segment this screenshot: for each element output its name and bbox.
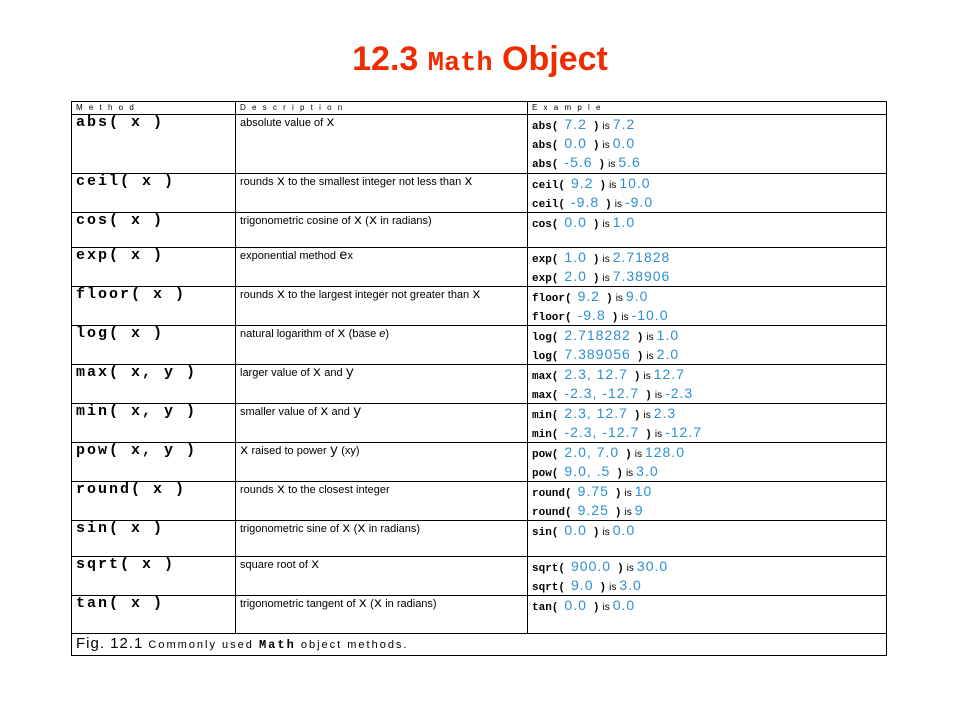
example-argument: 9.0, .5 — [564, 463, 611, 479]
example-function: sqrt( — [532, 582, 566, 594]
example-line — [532, 521, 886, 540]
header-method: M e t h o d — [72, 102, 236, 115]
example-line — [532, 213, 886, 232]
example-result: 128.0 — [644, 444, 685, 460]
method-description — [236, 596, 528, 634]
example-close-paren: ) — [645, 390, 652, 402]
example-function: abs( — [532, 140, 559, 152]
example-is: is — [621, 312, 629, 323]
method-description — [236, 404, 528, 443]
example-function: min( — [532, 410, 559, 422]
method-description — [236, 443, 528, 482]
example-line — [532, 462, 886, 481]
example-line — [532, 423, 886, 442]
example-close-paren: ) — [636, 332, 644, 344]
method-examples — [528, 404, 887, 443]
table-row — [72, 287, 887, 326]
figure-caption — [72, 634, 887, 656]
description-text: trigonometric tangent of — [240, 598, 359, 610]
method-examples — [528, 248, 887, 287]
example-argument: 2.718282 — [564, 327, 631, 343]
description-text: to the largest integer not greater than — [285, 289, 473, 301]
example-line — [532, 174, 886, 193]
table-row — [72, 365, 887, 404]
example-line — [532, 384, 886, 403]
example-result: 0.0 — [612, 597, 636, 613]
caption-row — [72, 634, 887, 656]
example-result: -9.0 — [624, 194, 654, 210]
example-argument: 2.0 — [564, 268, 587, 284]
example-argument: -2.3, -12.7 — [564, 385, 640, 401]
example-line — [532, 404, 886, 423]
method-examples — [528, 521, 887, 557]
example-argument: 9.0 — [571, 577, 594, 593]
variable-symbol: x — [276, 287, 286, 303]
header-description: D e s c r i p t i o n — [236, 102, 528, 115]
example-is: is — [654, 429, 663, 440]
example-function: abs( — [532, 159, 559, 171]
method-description — [236, 248, 528, 287]
example-result: 9 — [634, 502, 644, 518]
example-argument: 900.0 — [571, 558, 612, 574]
example-line — [532, 482, 886, 501]
example-result: 10.0 — [619, 175, 651, 191]
example-is: is — [626, 563, 634, 574]
method-examples — [528, 482, 887, 521]
table-row — [72, 174, 887, 213]
example-close-paren: ) — [592, 219, 600, 231]
method-name: sqrt( x ) — [72, 557, 236, 596]
example-function: log( — [532, 332, 559, 344]
method-name: abs( x ) — [72, 115, 236, 174]
example-close-paren: ) — [645, 429, 652, 441]
caption-keyword: Math — [258, 638, 296, 652]
variable-symbol: x — [357, 521, 366, 537]
table-row — [72, 443, 887, 482]
example-function: min( — [532, 429, 559, 441]
example-argument: 7.389056 — [564, 346, 631, 362]
example-result: 5.6 — [618, 154, 641, 170]
example-line — [532, 326, 886, 345]
example-line — [532, 153, 886, 172]
description-text: smaller value of — [240, 406, 321, 418]
example-line — [532, 596, 886, 615]
variable-symbol: y — [345, 365, 355, 381]
description-text: ( — [367, 598, 374, 610]
example-function: ceil( — [532, 199, 566, 211]
example-argument: -5.6 — [564, 154, 593, 170]
example-result: 7.38906 — [612, 268, 671, 284]
method-examples — [528, 326, 887, 365]
table-row — [72, 557, 887, 596]
example-is: is — [602, 140, 610, 151]
description-text: rounds — [240, 289, 277, 301]
table-row — [72, 596, 887, 634]
example-is: is — [609, 582, 617, 593]
example-argument: 9.2 — [577, 288, 601, 304]
example-close-paren: ) — [616, 468, 623, 480]
table-row — [72, 248, 887, 287]
description-text: and — [328, 406, 353, 418]
description-text: trigonometric sine of — [240, 523, 343, 535]
example-is: is — [615, 293, 623, 304]
description-text: in radians) — [377, 215, 432, 227]
example-function: round( — [532, 488, 572, 500]
method-description — [236, 326, 528, 365]
variable-symbol: x — [337, 326, 346, 342]
variable-symbol: x — [358, 596, 368, 612]
example-is: is — [602, 602, 610, 613]
example-is: is — [643, 410, 651, 421]
example-line — [532, 501, 886, 520]
description-text: (xy) — [338, 445, 360, 457]
title-prefix: 12.3 — [352, 40, 419, 78]
example-close-paren: ) — [592, 602, 600, 614]
example-close-paren: ) — [611, 312, 619, 324]
description-text: rounds — [240, 176, 277, 188]
example-close-paren: ) — [633, 371, 641, 383]
example-close-paren: ) — [605, 199, 612, 211]
example-close-paren: ) — [636, 351, 644, 363]
method-name: ceil( x ) — [72, 174, 236, 213]
example-result: 0.0 — [612, 135, 636, 151]
example-function: tan( — [532, 602, 559, 614]
example-argument: 0.0 — [564, 135, 587, 151]
example-function: max( — [532, 371, 559, 383]
method-examples — [528, 174, 887, 213]
method-examples — [528, 213, 887, 248]
example-is: is — [602, 254, 610, 265]
example-close-paren: ) — [592, 527, 600, 539]
example-result: 12.7 — [653, 366, 685, 382]
method-name: pow( x, y ) — [72, 443, 236, 482]
example-argument: 0.0 — [564, 214, 587, 230]
variable-symbol: x — [240, 443, 249, 459]
description-text: raised to power — [248, 445, 330, 457]
example-is: is — [609, 180, 617, 191]
description-text: rounds — [240, 484, 277, 496]
example-function: ceil( — [532, 180, 566, 192]
method-description — [236, 365, 528, 404]
example-result: -10.0 — [631, 307, 669, 323]
example-close-paren: ) — [614, 507, 622, 519]
method-name: max( x, y ) — [72, 365, 236, 404]
example-line — [532, 365, 886, 384]
example-line — [532, 306, 886, 325]
description-text: in radians) — [382, 598, 437, 610]
example-argument: -2.3, -12.7 — [564, 424, 640, 440]
example-close-paren: ) — [606, 293, 613, 305]
example-argument: 0.0 — [564, 522, 587, 538]
example-result: 30.0 — [636, 558, 669, 574]
description-text: trigonometric cosine of — [240, 215, 354, 227]
method-examples — [528, 115, 887, 174]
example-result: -2.3 — [665, 385, 694, 401]
example-is: is — [634, 449, 642, 460]
example-result: 1.0 — [656, 327, 680, 343]
variable-symbol: x — [472, 287, 481, 303]
description-text: larger value of — [240, 367, 313, 379]
example-function: exp( — [532, 254, 559, 266]
variable-symbol: x — [353, 213, 363, 229]
variable-symbol: x — [373, 596, 383, 612]
method-description — [236, 287, 528, 326]
example-result: 7.2 — [612, 116, 636, 132]
title-suffix: Object — [502, 40, 608, 78]
method-description — [236, 521, 528, 557]
method-name: min( x, y ) — [72, 404, 236, 443]
description-text: x — [347, 250, 353, 262]
method-name: floor( x ) — [72, 287, 236, 326]
example-result: 3.0 — [619, 577, 642, 593]
example-argument: 7.2 — [564, 116, 587, 132]
description-text: to the smallest integer not less than — [285, 176, 465, 188]
table-row — [72, 115, 887, 174]
method-description — [236, 213, 528, 248]
example-function: pow( — [532, 449, 559, 461]
description-text: absolute value of — [240, 117, 327, 129]
table-header-row — [72, 102, 887, 115]
variable-symbol: x — [464, 174, 473, 190]
example-is: is — [608, 159, 616, 170]
method-description — [236, 174, 528, 213]
example-line — [532, 576, 886, 595]
description-text: ( — [350, 523, 358, 535]
example-close-paren: ) — [592, 254, 600, 266]
description-text: ) — [385, 328, 390, 340]
example-line — [532, 248, 886, 267]
example-function: max( — [532, 390, 559, 402]
method-name: cos( x ) — [72, 213, 236, 248]
example-function: sin( — [532, 527, 559, 539]
example-result: 9.0 — [625, 288, 649, 304]
header-example: E x a m p l e — [528, 102, 887, 115]
method-name: sin( x ) — [72, 521, 236, 557]
example-line — [532, 557, 886, 576]
example-is: is — [602, 219, 610, 230]
caption-pre: Commonly used — [143, 639, 259, 651]
example-is: is — [643, 371, 651, 382]
example-close-paren: ) — [614, 488, 622, 500]
example-argument: 9.25 — [577, 502, 609, 518]
example-function: abs( — [532, 121, 559, 133]
table-row — [72, 404, 887, 443]
method-examples — [528, 287, 887, 326]
example-line — [532, 287, 886, 306]
example-close-paren: ) — [617, 563, 624, 575]
example-result: 2.71828 — [612, 249, 671, 265]
example-argument: 2.3, 12.7 — [564, 405, 628, 421]
example-result: -12.7 — [665, 424, 702, 440]
example-is: is — [625, 468, 634, 479]
example-argument: 2.3, 12.7 — [564, 366, 628, 382]
example-function: log( — [532, 351, 559, 363]
variable-symbol: x — [276, 174, 286, 190]
method-examples — [528, 365, 887, 404]
example-function: floor( — [532, 293, 572, 305]
example-is: is — [646, 332, 654, 343]
variable-symbol: x — [276, 482, 286, 498]
example-result: 0.0 — [612, 522, 636, 538]
method-examples — [528, 443, 887, 482]
example-close-paren: ) — [592, 121, 600, 133]
description-text: and — [321, 367, 346, 379]
example-result: 3.0 — [636, 463, 659, 479]
example-function: pow( — [532, 468, 559, 480]
example-argument: 0.0 — [564, 597, 587, 613]
example-function: cos( — [532, 219, 559, 231]
description-text: exponential method — [240, 250, 340, 262]
table-row — [72, 521, 887, 557]
variable-symbol: x — [312, 365, 322, 381]
example-is: is — [614, 199, 622, 210]
method-description — [236, 557, 528, 596]
example-line — [532, 134, 886, 153]
example-argument: 1.0 — [564, 249, 587, 265]
example-close-paren: ) — [625, 449, 632, 461]
example-close-paren: ) — [598, 159, 606, 171]
example-function: sqrt( — [532, 563, 566, 575]
table-row — [72, 482, 887, 521]
page-title — [0, 40, 960, 79]
example-argument: 2.0, 7.0 — [564, 444, 620, 460]
table-row — [72, 213, 887, 248]
example-close-paren: ) — [592, 273, 600, 285]
variable-symbol: x — [342, 521, 351, 537]
method-name: tan( x ) — [72, 596, 236, 634]
method-examples — [528, 596, 887, 634]
method-name: exp( x ) — [72, 248, 236, 287]
example-is: is — [654, 390, 663, 401]
variable-symbol: y — [329, 443, 339, 459]
italic-symbol: e — [379, 328, 386, 340]
example-is: is — [602, 273, 610, 284]
example-line — [532, 193, 886, 212]
example-function: exp( — [532, 273, 559, 285]
description-text: (base — [345, 328, 380, 340]
example-function: floor( — [532, 312, 572, 324]
example-result: 1.0 — [612, 214, 636, 230]
example-close-paren: ) — [599, 180, 607, 192]
variable-symbol: e — [339, 248, 348, 264]
example-close-paren: ) — [633, 410, 641, 422]
variable-symbol: y — [352, 404, 362, 420]
example-line — [532, 115, 886, 134]
description-text: square root of — [240, 559, 311, 571]
example-argument: -9.8 — [571, 194, 600, 210]
description-text: in radians) — [365, 523, 421, 535]
method-examples — [528, 557, 887, 596]
example-argument: 9.2 — [571, 175, 594, 191]
method-description — [236, 482, 528, 521]
caption-fig: Fig. 12.1 — [76, 635, 144, 652]
math-methods-table — [71, 101, 887, 656]
example-is: is — [646, 351, 654, 362]
example-line — [532, 443, 886, 462]
caption-post: object methods. — [295, 639, 409, 651]
description-text: ( — [362, 215, 369, 227]
variable-symbol: x — [310, 557, 320, 573]
table-row — [72, 326, 887, 365]
example-close-paren: ) — [592, 140, 600, 152]
example-result: 2.3 — [653, 405, 677, 421]
example-is: is — [602, 527, 610, 538]
method-name: log( x ) — [72, 326, 236, 365]
example-is: is — [602, 121, 610, 132]
method-description — [236, 115, 528, 174]
example-is: is — [624, 507, 632, 518]
title-math: Math — [427, 49, 493, 79]
example-line — [532, 345, 886, 364]
variable-symbol: x — [326, 115, 335, 131]
example-argument: 9.75 — [577, 483, 609, 499]
example-function: round( — [532, 507, 572, 519]
example-argument: -9.8 — [577, 307, 606, 323]
description-text: to the closest integer — [285, 484, 390, 496]
description-text: natural logarithm of — [240, 328, 338, 340]
variable-symbol: x — [320, 404, 329, 420]
example-result: 2.0 — [656, 346, 680, 362]
example-is: is — [624, 488, 632, 499]
method-name: round( x ) — [72, 482, 236, 521]
example-close-paren: ) — [599, 582, 607, 594]
variable-symbol: x — [368, 213, 378, 229]
example-result: 10 — [634, 483, 653, 499]
example-line — [532, 267, 886, 286]
